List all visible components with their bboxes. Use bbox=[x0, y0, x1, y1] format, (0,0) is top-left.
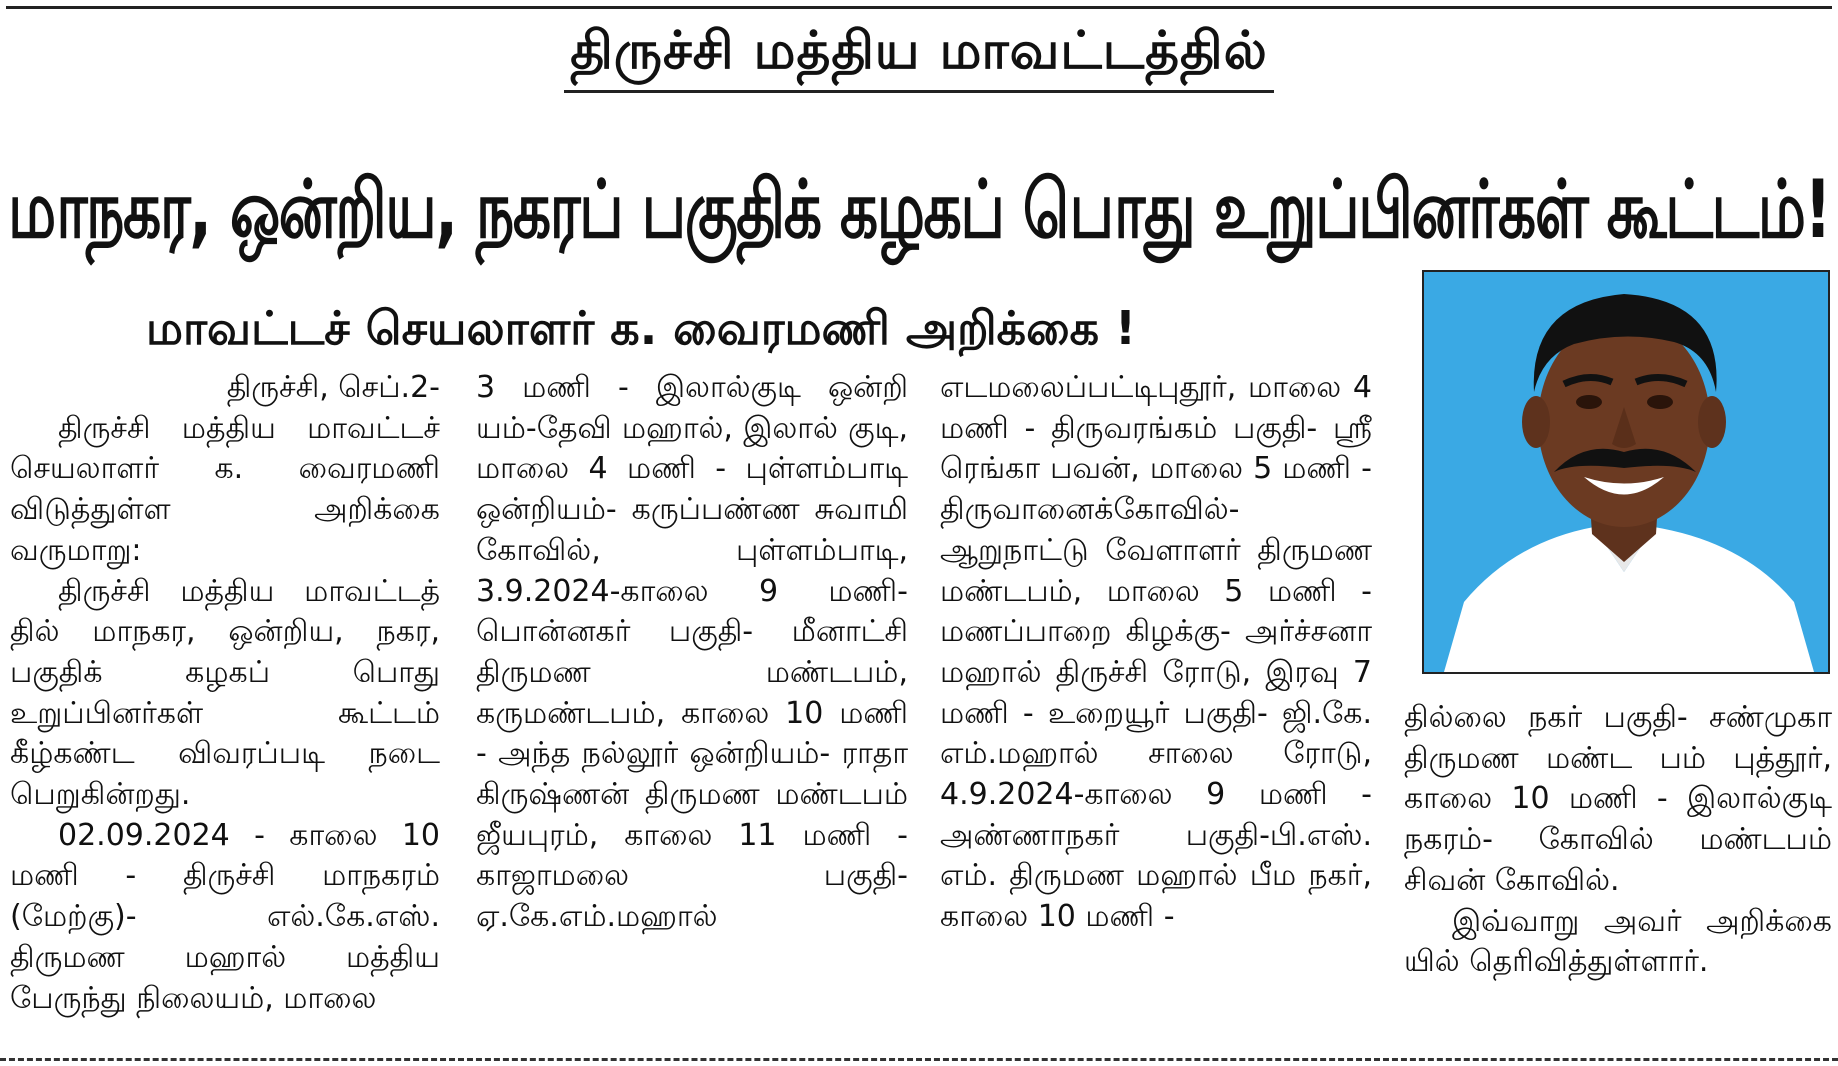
paragraph: தில்லை நகர் பகுதி- சண்முகா திருமண மண்ட பம் புத்தூர், காலை 10 மணி - இலால்குடி நகரம்- கோவில் மண்டபம் சிவன் கோவில். bbox=[1404, 700, 1832, 898]
headline: மாநகர, ஒன்றிய, நகரப் பகுதிக் கழகப் பொது உறுப்பினர்கள் கூட்டம்! bbox=[8, 163, 1831, 256]
column-4 bbox=[1404, 698, 1832, 983]
paragraph: 02.09.2024 - காலை 10 மணி - திருச்சி மாநகரம் (மேற்கு)- எல்.கே.எஸ். திருமண மஹால் மத்திய பேருந்து நிலையம், மாலை bbox=[10, 817, 440, 1016]
paragraph: 3 மணி - இலால்குடி ஒன்றி யம்-தேவி மஹால், இலால் குடி, மாலை 4 மணி - புள்ளம்பாடி ஒன்றியம்- கருப்பண்ண சுவாமி கோவில், புள்ளம்பாடி, 3.9.2024-காலை 9 மணி- பொன்னகர் பகுதி- மீனாட்சி திருமண மண்டபம், கருமண்டபம், காலை 10 மணி - அந்த நல்லூர் ஒன்றியம்- ராதா கிருஷ்ணன் திருமண மண்டபம் ஜீயபுரம், காலை 11 மணி - காஜாமலை பகுதி-ஏ.கே.எம்.மஹால் bbox=[476, 370, 908, 935]
kicker-text: திருச்சி மத்திய மாவட்டத்தில் bbox=[564, 18, 1274, 93]
portrait-photo bbox=[1422, 270, 1830, 674]
top-rule bbox=[6, 0, 1832, 9]
column-1 bbox=[10, 368, 440, 1019]
paragraph: திருச்சி மத்திய மாவட்டத் தில் மாநகர, ஒன்றிய, நகர, பகுதிக் கழகப் பொது உறுப்பினர்கள் கூட்டம் கீழ்கண்ட விவரப்படி நடை பெறுகின்றது. bbox=[10, 573, 440, 813]
portrait-image bbox=[1424, 272, 1828, 672]
paragraph: இவ்வாறு அவர் அறிக்கை யில் தெரிவித்துள்ளார். bbox=[1404, 903, 1832, 980]
dateline: திருச்சி, செப்.2- bbox=[226, 370, 440, 405]
bottom-dashed-rule bbox=[0, 1058, 1838, 1061]
kicker bbox=[0, 18, 1838, 93]
paragraph: எடமலைப்பட்டிபுதூர், மாலை 4 மணி - திருவரங்கம் பகுதி- ஸ்ரீ ரெங்கா பவன், மாலை 5 மணி - திருவானைக்கோவில்- ஆறுநாட்டு வேளாளர் திருமண மண்டபம், மாலை 5 மணி - மணப்பாறை கிழக்கு- அர்ச்சனா மஹால் திருச்சி ரோடு, இரவு 7 மணி - உறையூர் பகுதி- ஜி.கே. எம்.மஹால் சாலை ரோடு, 4.9.2024-காலை 9 மணி - அண்ணாநகர் பகுதி-பி.எஸ். எம். திருமண மஹால் பீம நகர், காலை 10 மணி - bbox=[940, 370, 1372, 935]
subheadline: மாவட்டச் செயலாளர் க. வைரமணி அறிக்கை ! bbox=[146, 301, 1137, 355]
column-2 bbox=[476, 368, 908, 938]
column-3 bbox=[940, 368, 1372, 938]
paragraph: திருச்சி மத்திய மாவட்டச் செயலாளர் க. வைரமணி விடுத்துள்ள அறிக்கை வருமாறு: bbox=[10, 410, 440, 568]
